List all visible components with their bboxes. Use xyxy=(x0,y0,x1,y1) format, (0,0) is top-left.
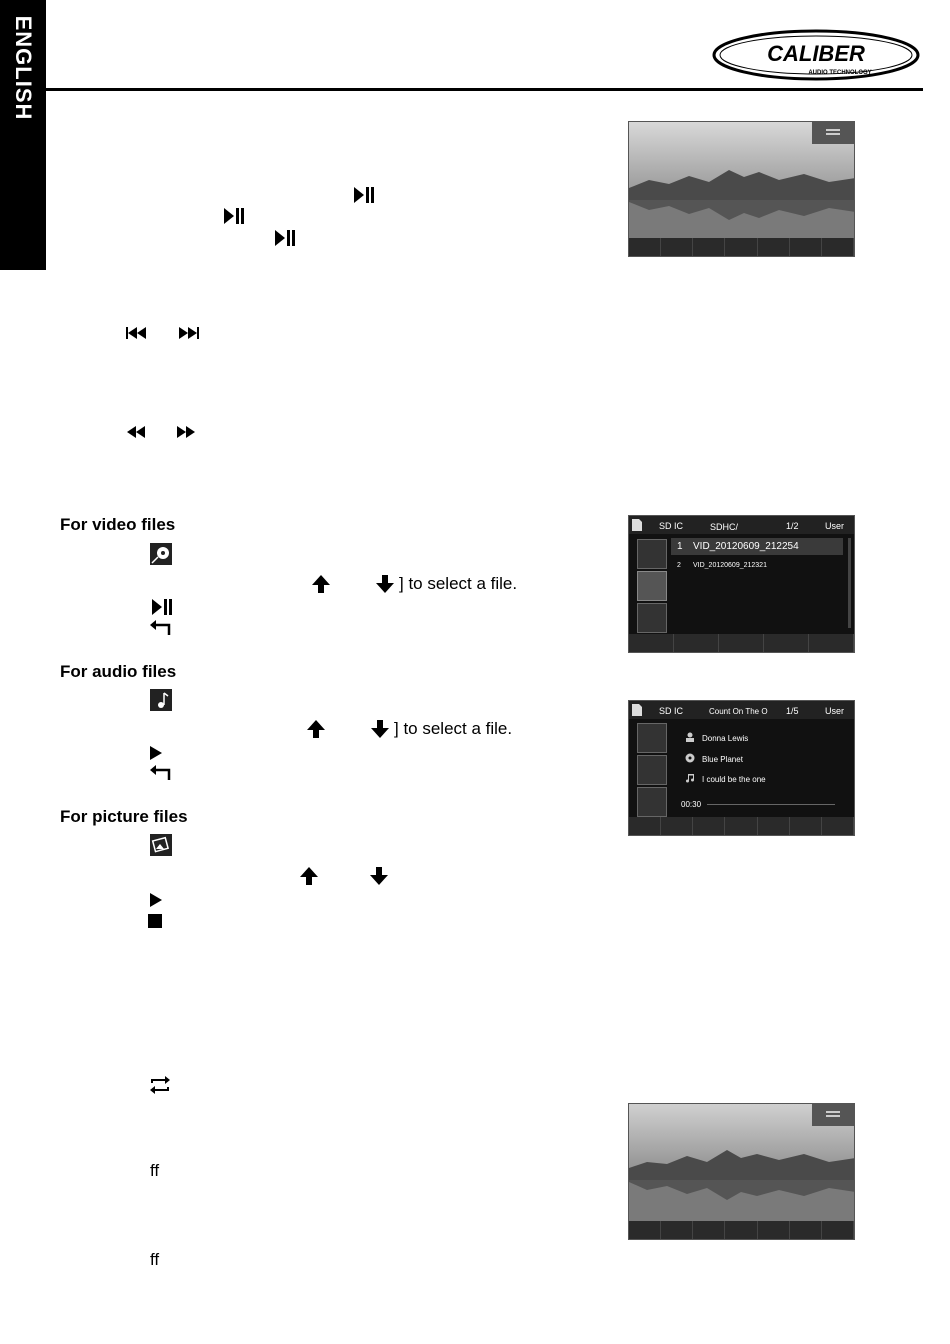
music-folder-button[interactable] xyxy=(637,723,667,753)
music-folder-button[interactable] xyxy=(637,539,667,569)
up-arrow-icon xyxy=(309,572,333,596)
audio-select-text: ] to select a file. xyxy=(394,719,513,738)
return-icon xyxy=(149,617,173,641)
sd-card-icon xyxy=(632,704,642,716)
play-pause-icon xyxy=(272,226,296,250)
elapsed-time: 00:30 xyxy=(681,800,702,809)
menu-icon xyxy=(812,1104,854,1126)
picture-control-bar[interactable] xyxy=(629,1221,854,1239)
source-label: SD IC xyxy=(659,521,684,531)
logo-sub-text: AUDIO TECHNOLOGY xyxy=(808,70,872,76)
ff-marker: ff xyxy=(150,1250,160,1269)
down-arrow-icon xyxy=(373,572,397,596)
menu-button[interactable] xyxy=(812,122,854,144)
menu-button[interactable] xyxy=(812,1104,854,1126)
song-icon xyxy=(685,773,695,783)
list-item-name: VID_20120609_212321 xyxy=(693,562,767,569)
up-arrow-icon xyxy=(304,717,328,741)
video-folder-icon xyxy=(149,542,173,566)
progress-bar[interactable] xyxy=(707,804,835,805)
picture-folder-button[interactable] xyxy=(637,603,667,633)
sd-card-icon xyxy=(632,519,642,531)
menu-icon xyxy=(812,122,854,144)
play-pause-icon xyxy=(221,204,245,228)
audio-browser-screenshot xyxy=(628,700,855,836)
mode-label: User xyxy=(825,521,845,531)
browser-control-bar[interactable] xyxy=(629,634,854,652)
return-icon xyxy=(149,762,173,786)
play-pause-icon xyxy=(351,183,375,207)
list-item-name: VID_20120609_212254 xyxy=(693,541,799,552)
logo-main-text: CALIBER xyxy=(767,41,865,66)
artist-icon xyxy=(685,732,695,742)
language-tab xyxy=(0,0,46,270)
ff-marker: ff xyxy=(150,1161,160,1180)
picture-folder-icon xyxy=(149,833,173,857)
previous-track-icon xyxy=(124,321,148,345)
list-item-index: 1 xyxy=(677,541,683,552)
language-tab-label: ENGLISH xyxy=(11,15,36,121)
album-icon xyxy=(685,753,695,763)
caliber-logo xyxy=(712,29,920,81)
next-track-icon xyxy=(177,321,201,345)
rewind-icon xyxy=(124,420,148,444)
scrollbar[interactable] xyxy=(848,538,851,628)
picture-files-heading: For picture files xyxy=(60,807,188,826)
picture-playback-screenshot xyxy=(628,1103,855,1240)
mode-label: User xyxy=(825,706,845,716)
up-arrow-icon xyxy=(297,864,321,888)
video-browser-screenshot xyxy=(628,515,855,653)
fast-forward-icon xyxy=(174,420,198,444)
picture-folder-button[interactable] xyxy=(637,787,667,817)
video-folder-button[interactable] xyxy=(637,755,667,785)
track-title: Count On The O xyxy=(709,707,768,716)
audio-folder-icon xyxy=(149,688,173,712)
video-select-text: ] to select a file. xyxy=(399,574,518,593)
page-indicator: 1/2 xyxy=(786,521,799,531)
audio-files-heading: For audio files xyxy=(60,662,177,681)
audio-control-bar[interactable] xyxy=(629,817,854,835)
video-playback-screenshot xyxy=(628,121,855,257)
repeat-icon xyxy=(148,1073,172,1097)
stop-icon xyxy=(143,909,167,933)
path-label: SDHC/ xyxy=(710,522,739,532)
source-label: SD IC xyxy=(659,706,684,716)
list-item-index: 2 xyxy=(677,562,681,569)
down-arrow-icon xyxy=(367,864,391,888)
video-folder-button[interactable] xyxy=(637,571,667,601)
page-indicator: 1/5 xyxy=(786,706,799,716)
song-name: I could be the one xyxy=(702,775,766,784)
play-pause-icon xyxy=(149,595,173,619)
header-rule xyxy=(46,88,923,91)
video-files-heading: For video files xyxy=(60,515,176,534)
down-arrow-icon xyxy=(368,717,392,741)
artist-name: Donna Lewis xyxy=(702,734,749,743)
album-name: Blue Planet xyxy=(702,755,743,764)
playback-control-bar[interactable] xyxy=(629,238,854,256)
